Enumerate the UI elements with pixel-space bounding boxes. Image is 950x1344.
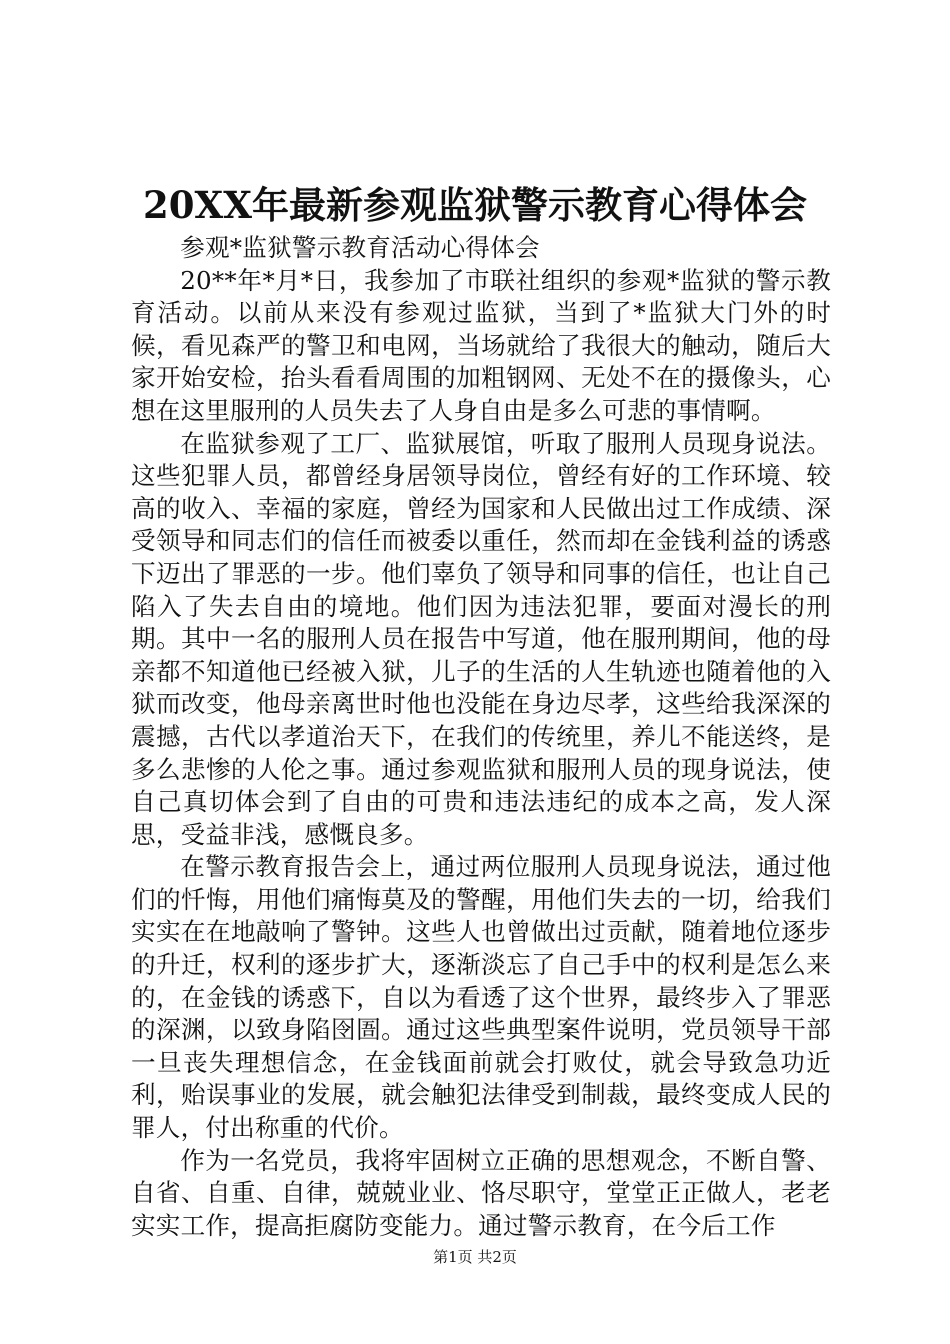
document-body: [131, 232, 831, 1242]
body-paragraph-1: 20**年*月*日，我参加了市联社组织的参观*监狱的警示教育活动。以前从来没有参观过监狱，当到了*监狱大门外的时候，看见森严的警卫和电网，当场就给了我很大的触动，随后大家开始安检，抬头看看周围的加粗钢网、无处不在的摄像头，心想在这里服刑的人员失去了人身自由是多么可悲的事情啊。: [131, 265, 831, 425]
body-paragraph-3: 在警示教育报告会上，通过两位服刑人员现身说法，通过他们的忏悔，用他们痛悔莫及的警醒，用他们失去的一切，给我们实实在在地敲响了警钟。这些人也曾做出过贡献，随着地位逐步的升迁，权利的逐步扩大，逐渐淡忘了自己手中的权利是怎么来的，在金钱的诱惑下，自以为看透了这个世界，最终步入了罪恶的深渊，以致身陷囹圄。通过这些典型案件说明，党员领导干部一旦丧失理想信念，在金钱面前就会打败仗，就会导致急功近利，贻误事业的发展，就会触犯法律受到制裁，最终变成人民的罪人，付出称重的代价。: [131, 852, 831, 1143]
page-footer: 第1页 共2页: [433, 1248, 517, 1266]
body-paragraph-4: 作为一名党员，我将牢固树立正确的思想观念，不断自警、自省、自重、自律，兢兢业业、恪尽职守，堂堂正正做人，老老实实工作，提高拒腐防变能力。通过警示教育，在今后工作: [131, 1145, 831, 1240]
body-paragraph-2: 在监狱参观了工厂、监狱展馆，听取了服刑人员现身说法。这些犯罪人员，都曾经身居领导岗位，曾经有好的工作环境、较高的收入、幸福的家庭，曾经为国家和人民做出过工作成绩、深受领导和同志们的信任而被委以重任，然而却在金钱利益的诱惑下迈出了罪恶的一步。他们辜负了领导和同事的信任，也让自己陷入了失去自由的境地。他们因为违法犯罪，要面对漫长的刑期。其中一名的服刑人员在报告中写道，他在服刑期间，他的母亲都不知道他已经被入狱，儿子的生活的人生轨迹也随着他的入狱而改变，他母亲离世时他也没能在身边尽孝，这些给我深深的震撼，古代以孝道治天下，在我们的传统里，养儿不能送终，是多么悲惨的人伦之事。通过参观监狱和服刑人员的现身说法，使自己真切体会到了自由的可贵和违法违纪的成本之高，发人深思，受益非浅，感慨良多。: [131, 428, 831, 849]
document-title: 20XX年最新参观监狱警示教育心得体会: [143, 183, 807, 227]
subtitle-paragraph: 参观*监狱警示教育活动心得体会: [180, 233, 540, 262]
